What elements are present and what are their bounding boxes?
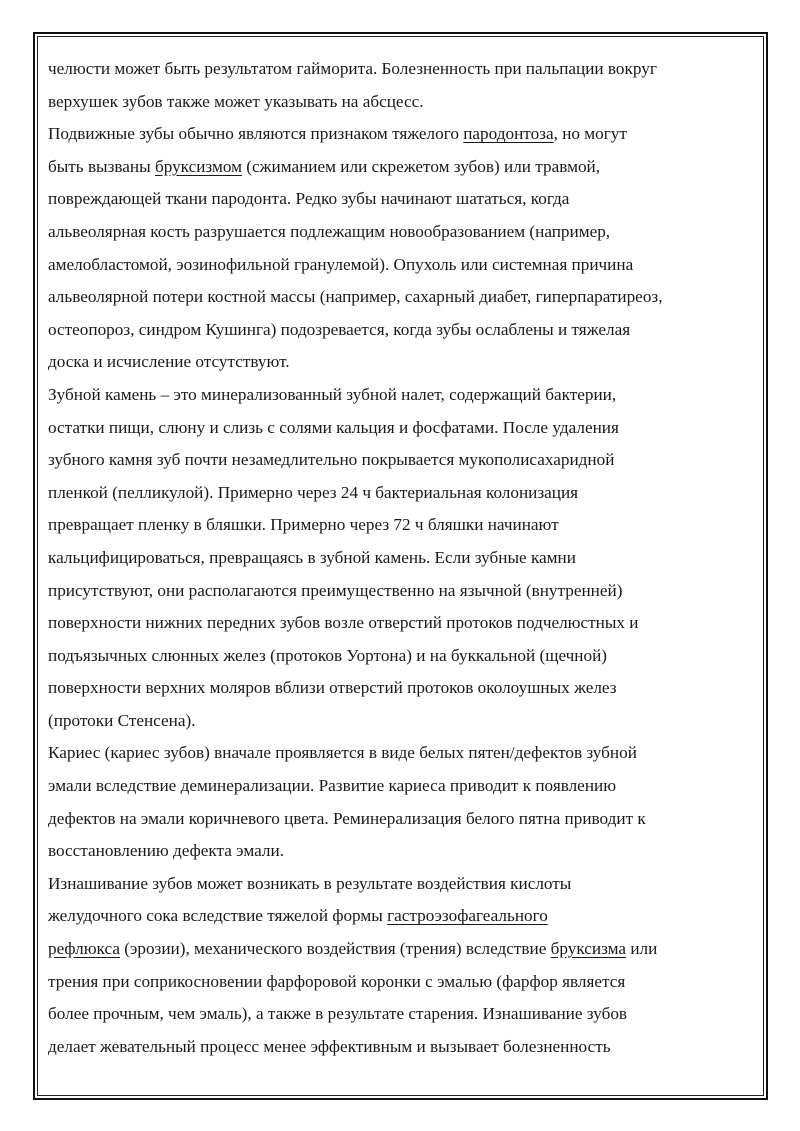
text-line	[48, 803, 748, 836]
link-gastroesophageal[interactable]: гастроэзофагеального	[387, 906, 548, 926]
text-line	[48, 933, 748, 966]
text-run: быть вызваны	[48, 156, 155, 176]
text-run: альвеолярной потери костной массы (например, сахарный диабет, гиперпаратиреоз,	[48, 287, 663, 307]
text-run: превращает пленку в бляшки. Примерно через 72 ч бляшки начинают	[48, 515, 559, 535]
text-line	[48, 477, 748, 510]
document-body	[48, 53, 748, 1063]
text-run: зубного камня зуб почти незамедлительно покрывается мукополисахаридной	[48, 450, 615, 470]
text-run: альвеолярная кость разрушается подлежащим новообразованием (например,	[48, 221, 611, 241]
text-line	[48, 966, 748, 999]
text-run: Изнашивание зубов может возникать в результате воздействия кислоты	[48, 873, 572, 893]
text-run: (эрозии), механического воздействия (трения) вследствие	[119, 939, 551, 959]
text-run: , но могут	[553, 124, 627, 144]
link-reflux[interactable]: рефлюкса	[48, 939, 120, 959]
text-line	[48, 509, 748, 542]
text-line	[48, 998, 748, 1031]
text-run: Зубной камень – это минерализованный зубной налет, содержащий бактерии,	[48, 384, 617, 404]
text-line	[48, 183, 748, 216]
text-run: присутствуют, они располагаются преимущественно на язычной (внутренней)	[48, 580, 623, 600]
text-line	[48, 216, 748, 249]
link-periodontosis[interactable]: пародонтоза	[463, 124, 554, 144]
link-bruxism[interactable]: бруксизмом	[154, 156, 242, 176]
text-run: доска и исчисление отсутствуют.	[48, 352, 290, 372]
text-run: повреждающей ткани пародонта. Редко зубы начинают шататься, когда	[48, 189, 570, 209]
text-run: остатки пищи, слюну и слизь с солями кальция и фосфатами. После удаления	[48, 417, 619, 437]
text-line	[48, 900, 748, 933]
text-line	[48, 444, 748, 477]
text-line	[48, 640, 748, 673]
text-run: или	[626, 939, 658, 959]
text-line	[48, 672, 748, 705]
text-line	[48, 542, 748, 575]
text-run: челюсти может быть результатом гайморита. Болезненность при пальпации вокруг	[48, 59, 657, 78]
text-run: пленкой (пелликулой). Примерно через 24 ч бактериальная колонизация	[48, 482, 579, 502]
text-run: трения при соприкосновении фарфоровой коронки с эмалью (фарфор является	[48, 971, 626, 991]
link-bruxism-2[interactable]: бруксизма	[550, 939, 627, 959]
text-line	[48, 1031, 748, 1064]
text-run: дефектов на эмали коричневого цвета. Реминерализация белого пятна приводит к	[48, 808, 646, 828]
text-line	[48, 118, 748, 151]
text-run: восстановлению дефекта эмали.	[48, 841, 285, 861]
text-run: амелобластомой, эозинофильной гранулемой). Опухоль или системная причина	[48, 254, 634, 274]
text-run: поверхности нижних передних зубов возле отверстий протоков подчелюстных и	[48, 613, 639, 633]
text-run: верхушек зубов также может указывать на абсцесс.	[48, 91, 424, 111]
text-line	[48, 737, 748, 770]
text-line	[48, 314, 748, 347]
text-line	[48, 281, 748, 314]
text-run: желудочного сока вследствие тяжелой формы	[48, 906, 388, 926]
text-run: кальцифицироваться, превращаясь в зубной камень. Если зубные камни	[48, 547, 576, 567]
text-line	[48, 607, 748, 640]
text-run: Кариес (кариес зубов) вначале проявляется в виде белых пятен/дефектов зубной	[48, 743, 637, 763]
text-line	[48, 575, 748, 608]
text-line	[48, 86, 748, 119]
text-run: более прочным, чем эмаль), а также в результате старения. Изнашивание зубов	[48, 1004, 628, 1024]
text-run: (сжиманием или скрежетом зубов) или травмой,	[241, 156, 601, 176]
text-run: Подвижные зубы обычно являются признаком тяжелого	[48, 124, 464, 144]
text-run: поверхности верхних моляров вблизи отверстий протоков околоушных желез	[48, 678, 617, 698]
text-run: (протоки Стенсена).	[48, 710, 196, 730]
text-line	[48, 151, 748, 184]
text-run: подъязычных слюнных желез (протоков Уортона) и на буккальной (щечной)	[48, 645, 608, 665]
text-line	[48, 249, 748, 282]
text-line	[48, 412, 748, 445]
text-line	[48, 53, 748, 86]
text-line	[48, 835, 748, 868]
text-line	[48, 705, 748, 738]
text-line	[48, 346, 748, 379]
text-run: делает жевательный процесс менее эффективным и вызывает болезненность	[48, 1036, 611, 1056]
text-run: остеопороз, синдром Кушинга) подозревается, когда зубы ослаблены и тяжелая	[48, 319, 631, 339]
text-line	[48, 379, 748, 412]
text-run: эмали вследствие деминерализации. Развитие кариеса приводит к появлению	[48, 776, 617, 796]
text-line	[48, 770, 748, 803]
text-line	[48, 868, 748, 901]
